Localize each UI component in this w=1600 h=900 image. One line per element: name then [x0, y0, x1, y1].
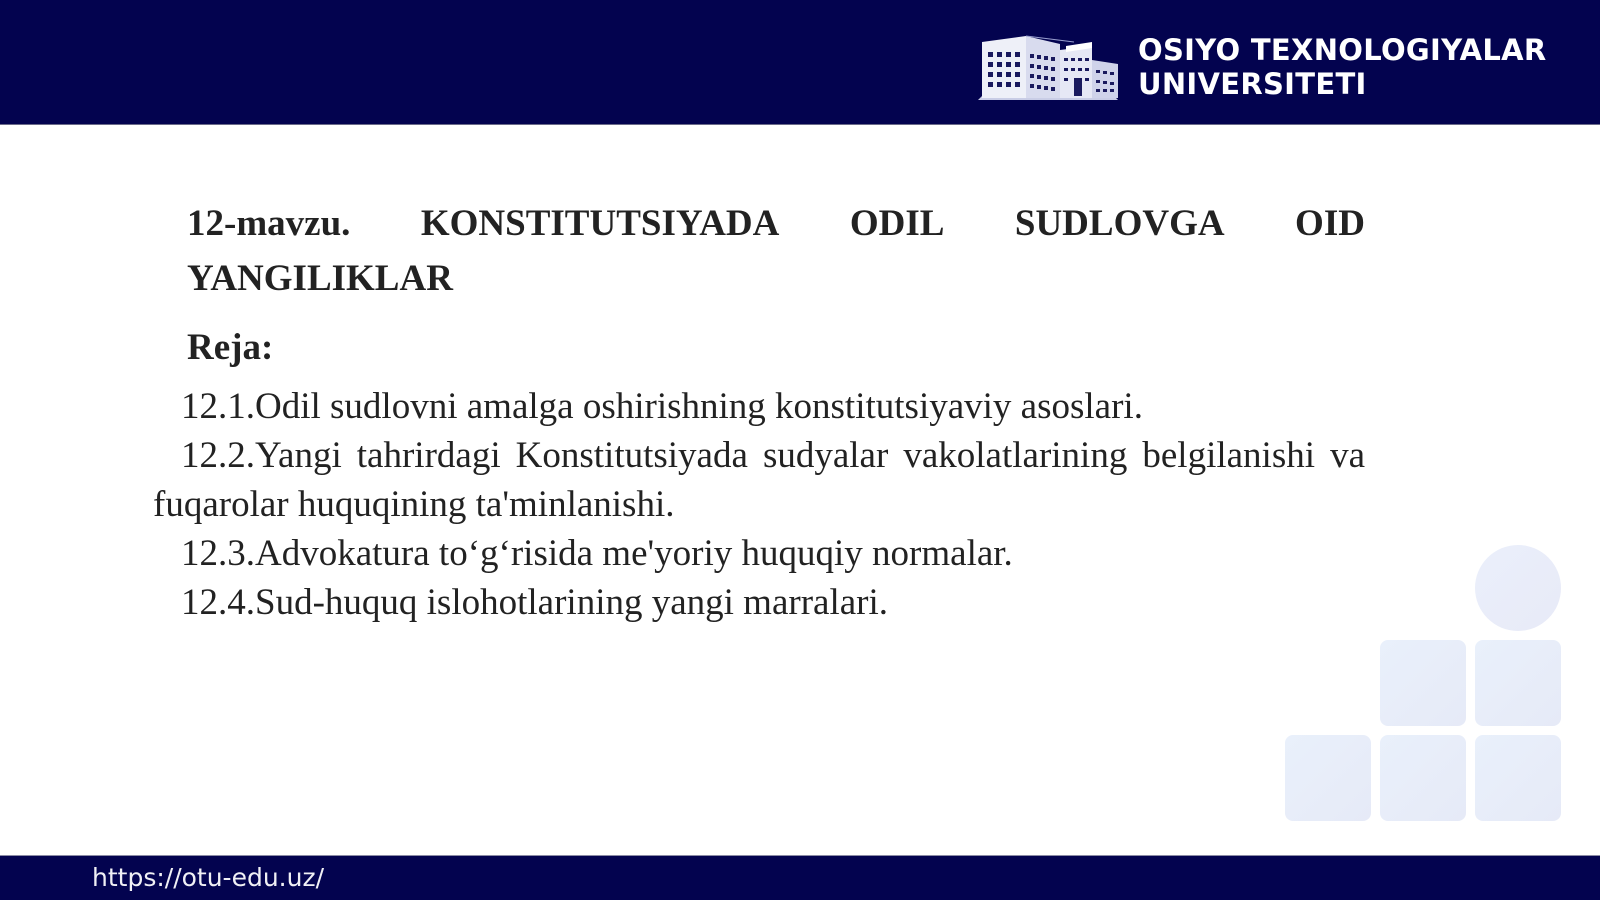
header-band: [0, 0, 1600, 125]
university-building-icon: [974, 28, 1122, 104]
decorative-square: [1285, 735, 1371, 821]
decorative-square: [1475, 640, 1561, 726]
plan-list: [153, 382, 1365, 627]
plan-heading: Reja:: [187, 327, 274, 368]
title-word: SUDLOVGA: [1014, 203, 1225, 244]
slide-title-line1: [187, 196, 1365, 251]
title-word: 12-mavzu.: [187, 203, 351, 244]
footer-url: https://otu-edu.uz/: [92, 863, 325, 892]
decorative-square: [1475, 735, 1561, 821]
decorative-square: [1380, 640, 1466, 726]
title-word: KONSTITUTSIYADA: [420, 203, 780, 244]
slide-title: [153, 196, 1365, 306]
plan-item: 12.4.Sud-huquq islohotlarining yangi marralari.: [181, 582, 888, 623]
university-name-line2: UNIVERSITETI: [1138, 67, 1367, 101]
plan-item: 12.1.Odil sudlovni amalga oshirishning konstitutsiyaviy asoslari.: [181, 386, 1143, 427]
university-name-line1: OSIYO TEXNOLOGIYALAR: [1138, 33, 1547, 67]
slide-title-line2: YANGILIKLAR: [187, 258, 453, 299]
decorative-circle: [1475, 545, 1561, 631]
university-name: [1138, 33, 1547, 101]
decorative-square: [1380, 735, 1466, 821]
title-word: OID: [1295, 203, 1365, 244]
footer-band: [0, 855, 1600, 900]
plan-item: 12.2.Yangi tahrirdagi Konstitutsiyada sudyalar vakolatlarining belgilanishi va fuqarolar huquqining ta'minlanishi.: [153, 435, 1365, 525]
title-word: ODIL: [849, 203, 945, 244]
slide-content: [153, 196, 1365, 627]
plan-item: 12.3.Advokatura to‘g‘risida me'yoriy huquqiy normalar.: [181, 533, 1013, 574]
